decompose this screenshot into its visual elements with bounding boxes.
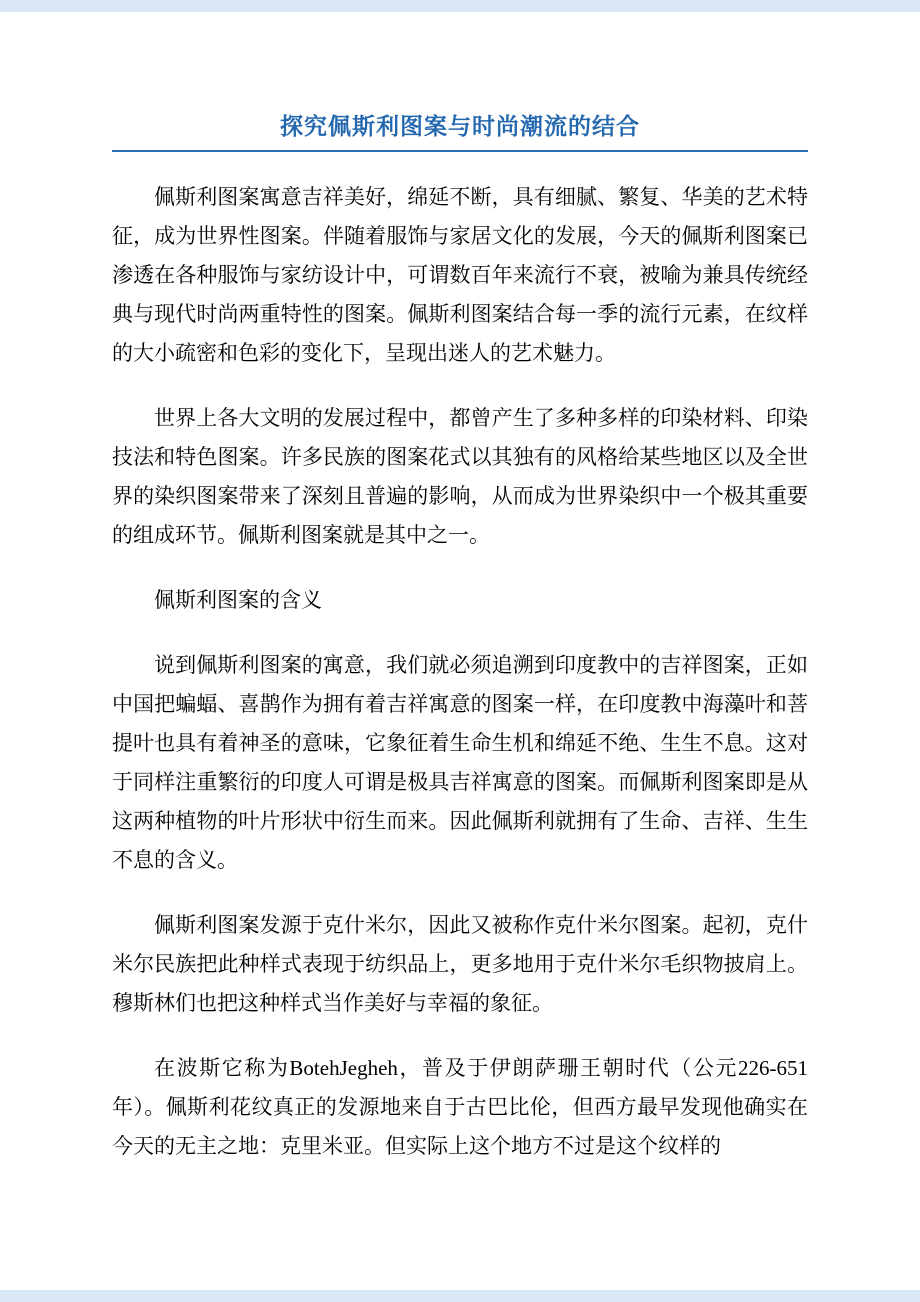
paragraph-kashmir-origin: 佩斯利图案发源于克什米尔，因此又被称作克什米尔图案。起初，克什米尔民族把此种样式表现于纺织品上，更多地用于克什米尔毛织物披肩上。穆斯林们也把这种样式当作美好与幸福的象征。 <box>112 912 808 1015</box>
paragraph-persia-history: 在波斯它称为BotehJegheh，普及于伊朗萨珊王朝时代（公元226-651年）。佩斯利花纹真正的发源地来自于古巴比伦，但西方最早发现他确实在今天的无主之地：克里米亚。但实际上这个地方不过是这个纹样的 <box>112 1055 808 1158</box>
paragraph-meaning-detail: 说到佩斯利图案的寓意，我们就必须追溯到印度教中的吉祥图案，正如中国把蝙蝠、喜鹊作为拥有着吉祥寓意的图案一样，在印度教中海藻叶和菩提叶也具有着神圣的意味，它象征着生命生机和绵延不绝、生生不息。这对于同样注重繁衍的印度人可谓是极具吉祥寓意的图案。而佩斯利图案即是从这两种植物的叶片形状中衍生而来。因此佩斯利就拥有了生命、吉祥、生生不息的含义。 <box>112 652 808 872</box>
title-divider-rule <box>112 150 808 152</box>
paragraph-section-heading-meaning: 佩斯利图案的含义 <box>154 587 322 612</box>
paragraph-intro: 佩斯利图案寓意吉祥美好，绵延不断，具有细腻、繁复、华美的艺术特征，成为世界性图案。伴随着服饰与家居文化的发展，今天的佩斯利图案已渗透在各种服饰与家纺设计中，可谓数百年来流行不衰，被喻为兼具传统经典与现代时尚两重特性的图案。佩斯利图案结合每一季的流行元素，在纹样的大小疏密和色彩的变化下，呈现出迷人的艺术魅力。 <box>112 184 808 365</box>
document-viewport <box>0 12 920 1290</box>
paragraph-world-civilizations: 世界上各大文明的发展过程中，都曾产生了多种多样的印染材料、印染技法和特色图案。许多民族的图案花式以其独有的风格给某些地区以及全世界的染织图案带来了深刻且普遍的影响，从而成为世界染织中一个极其重要的组成环节。佩斯利图案就是其中之一。 <box>112 405 808 547</box>
document-page <box>0 12 920 1290</box>
document-body <box>112 178 808 1166</box>
document-title: 探究佩斯利图案与时尚潮流的结合 <box>280 114 640 139</box>
